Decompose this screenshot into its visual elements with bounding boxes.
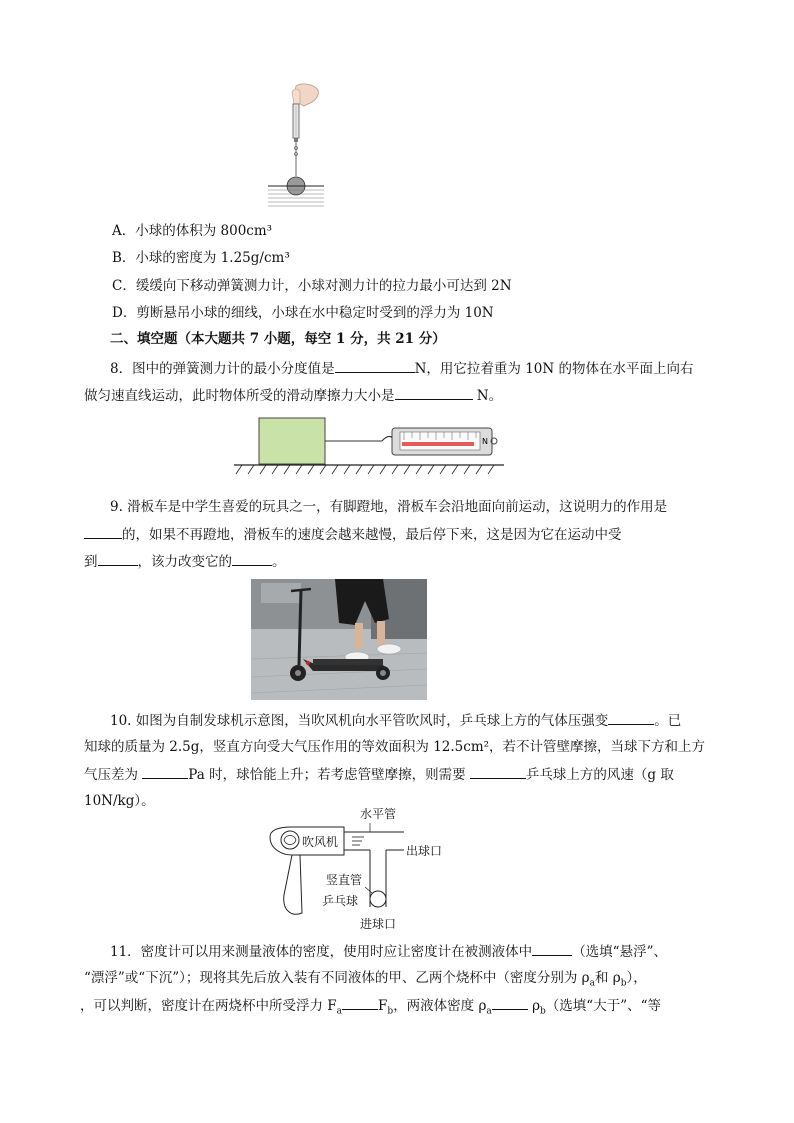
label-blower: 吹风机 xyxy=(302,835,339,849)
q9-line3 xyxy=(84,551,708,572)
q8-text-1a: 8．图中的弹簧测力计的最小分度值是 xyxy=(110,361,335,377)
q9-text-2: 的，如果不再蹬地，滑板车的速度会越来越慢，最后停下来，这是因为它在运动中受 xyxy=(122,527,622,543)
q11-sub-3c: a xyxy=(486,1006,492,1017)
option-d: D．剪断悬吊小球的细线，小球在水中稳定时受到的浮力为 10N xyxy=(112,305,494,321)
q8-line2 xyxy=(84,385,708,406)
q10-text-3b: Pa 时，球恰能上升；若考虑管壁摩擦，则需要 xyxy=(188,767,470,783)
q11-blank-1 xyxy=(532,941,572,956)
option-a: A．小球的体积为 800cm³ xyxy=(112,223,273,239)
q11-text-1b: （选填“悬浮”、 xyxy=(572,944,667,960)
q10-blank-1 xyxy=(608,710,654,725)
spring-scale-ball-figure xyxy=(262,82,332,212)
q11-sub-3d: b xyxy=(540,1006,546,1017)
q11-text-3e: （选填“大于”、“等 xyxy=(545,998,662,1014)
block-spring-scale-figure xyxy=(234,416,504,484)
scooter-photo xyxy=(251,579,427,700)
q10-line3 xyxy=(84,764,708,785)
label-ball: 乒乓球 xyxy=(322,894,359,908)
q11-sub-2a: a xyxy=(589,978,595,989)
q10-text-1b: 。已 xyxy=(654,713,682,729)
q8-text-2a: 做匀速直线运动，此时物体所受的滑动摩擦力大小是 xyxy=(84,388,395,404)
q9-line1: 9. 滑板车是中学生喜爱的玩具之一，有脚蹬地，滑板车会沿地面向前运动，这说明力的作用是 xyxy=(110,499,668,515)
q11-sub-3a: a xyxy=(336,1006,343,1017)
q9-text-3c: 。 xyxy=(272,554,286,570)
q11-text-3d: ρ xyxy=(527,998,541,1014)
q10-text-3a: 气压差为 xyxy=(84,767,143,783)
q11-sub-3b: b xyxy=(387,1006,394,1017)
q11-text-2c: ）， xyxy=(626,970,647,986)
q8-text-2b: N。 xyxy=(472,388,503,404)
q9-blank-3 xyxy=(232,551,272,566)
q8-blank-1 xyxy=(335,358,415,373)
q10-blank-3 xyxy=(470,764,526,779)
label-outlet: 出球口 xyxy=(406,844,443,858)
q11-line1 xyxy=(110,941,708,962)
q9-line2 xyxy=(84,524,708,545)
ball-launcher-diagram xyxy=(262,807,462,935)
label-inlet: 进球口 xyxy=(360,917,397,931)
q10-text-1a: 10. 如图为自制发球机示意图，当吹风机向水平管吹风时，乒乓球上方的气体压强变 xyxy=(110,713,609,729)
q10-blank-2 xyxy=(142,764,188,779)
q9-text-3a: 到 xyxy=(84,554,98,570)
q11-line2 xyxy=(84,968,708,994)
q10-line4: 10N/kg）。 xyxy=(84,793,155,809)
q11-line3 xyxy=(80,995,708,1022)
q10-line2: 知球的质量为 2.5g，竖直方向受大气压作用的等效面积为 12.5cm²，若不计管壁摩擦，当球下方和上方 xyxy=(84,739,706,755)
q9-text-3b: ，该力改变它的 xyxy=(137,554,232,570)
q9-blank-2 xyxy=(98,551,138,566)
section-heading: 二、填空题（本大题共 7 小题，每空 1 分，共 21 分） xyxy=(110,331,446,347)
q11-sub-2b: b xyxy=(620,978,627,989)
scale-unit-label: N xyxy=(482,437,488,446)
q8-line1 xyxy=(110,358,708,379)
q8-text-1b: N，用它拉着重为 10N 的物体在水平面上向右 xyxy=(414,361,694,377)
q11-text-2b: 和 ρ xyxy=(594,970,621,986)
q11-text-3c: ，两液体密度 ρ xyxy=(393,998,487,1014)
q11-text-3b: F xyxy=(378,998,388,1014)
q11-text-2a: “漂浮”或“下沉”）；现将其先后放入装有不同液体的甲、乙两个烧杯中（密度分别为 ρ xyxy=(84,970,590,986)
q11-blank-3 xyxy=(492,995,528,1010)
q9-blank-1 xyxy=(84,524,122,539)
q8-blank-2 xyxy=(395,385,473,400)
option-c: C．缓缓向下移动弹簧测力计，小球对测力计的拉力最小可达到 2N xyxy=(112,278,512,294)
q11-blank-2 xyxy=(342,995,378,1010)
label-vertical-pipe: 竖直管 xyxy=(326,873,363,887)
label-horizontal-pipe: 水平管 xyxy=(360,807,397,821)
option-b: B．小球的密度为 1.25g/cm³ xyxy=(112,250,290,266)
q11-text-1a: 11．密度计可以用来测量液体的密度，使用时应让密度计在被测液体中 xyxy=(110,944,533,960)
q10-line1 xyxy=(110,710,708,731)
q10-text-3c: 乒乓球上方的风速（g 取 xyxy=(525,767,674,783)
q11-text-3a: ，可以判断，密度计在两烧杯中所受浮力 F xyxy=(80,998,337,1014)
